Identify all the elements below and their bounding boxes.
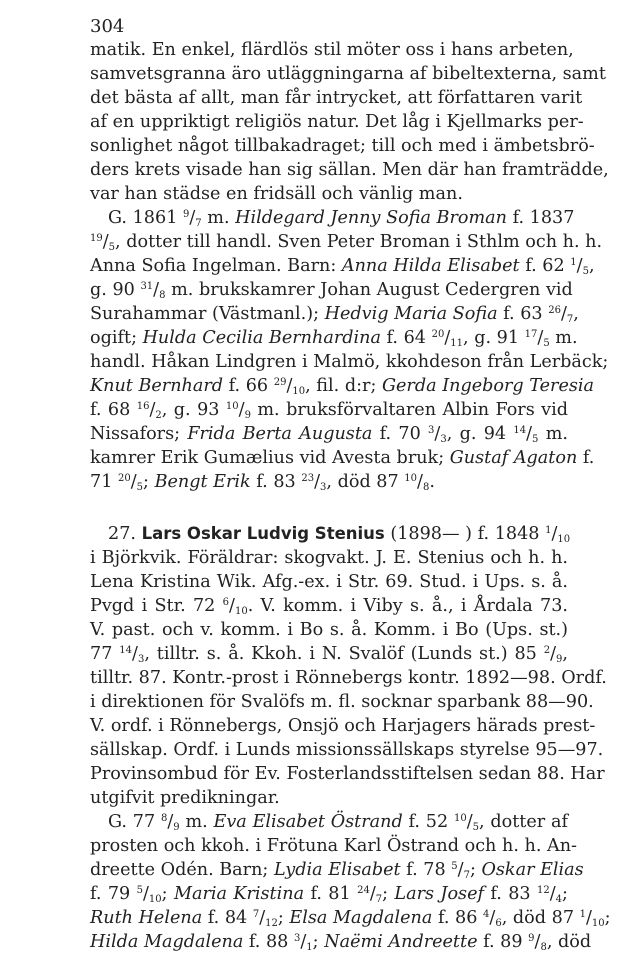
text-line: utgifvit predikningar. <box>90 788 280 808</box>
text-line: ogift; Hulda Cecilia Bernhardina f. 64 $^{20}/_{11}$, g. 91 $^{17}/_5$ m. <box>90 328 578 349</box>
text-line: kamrer Erik Gumælius vid Avesta bruk; Gustaf Agaton f. <box>90 448 595 468</box>
text-line: sonlighet något tillbakadraget; till och med i ämbetsbrö- <box>90 136 595 156</box>
text-line: 27. Lars Oskar Ludvig Stenius (1898— ) f. 1848 $^1/_{10}$ <box>108 524 571 545</box>
text-line: Anna Sofia Ingelman. Barn: Anna Hilda Elisabet f. 62 $^1/_5$, <box>90 256 595 277</box>
text-line: af en uppriktigt religiös natur. Det låg i Kjellmarks per- <box>90 112 584 132</box>
text-line: prosten och kkoh. i Frötuna Karl Östrand och h. h. An- <box>90 836 577 856</box>
text-line: $^{19}/_5$, dotter till handl. Sven Peter Broman i Sthlm och h. h. <box>90 232 603 253</box>
text-line: Provinsombud för Ev. Fosterlandsstiftelsen sedan 88. Har <box>90 764 605 784</box>
text-line: ders krets visade han sig sällan. Men där han framträdde, <box>90 160 609 180</box>
text-line: 77 $^{14}/_3$, tilltr. s. å. Kkoh. i N. Svalöf (Lunds st.) 85 $^2/_9$, <box>90 644 568 665</box>
text-line: Lena Kristina Wik. Afg.-ex. i Str. 69. Stud. i Ups. s. å. <box>90 572 568 592</box>
text-line: handl. Håkan Lindgren i Malmö, kkohdeson från Lerbäck; <box>90 352 609 372</box>
text-line: V. past. och v. komm. i Bo s. å. Komm. i Bo (Ups. st.) <box>90 620 568 640</box>
text-line: sällskap. Ordf. i Lunds missionssällskaps styrelse 95—97. <box>90 740 604 760</box>
text-line: Knut Bernhard f. 66 $^{29}/_{10}$, fil. d:r; Gerda Ingeborg Teresia <box>90 376 595 397</box>
text-line: i Björkvik. Föräldrar: skogvakt. J. E. Stenius och h. h. <box>90 548 568 568</box>
text-line: dreette Odén. Barn; Lydia Elisabet f. 78 $^5/_7$; Oskar Elias <box>90 860 584 881</box>
text-line: i direktionen för Svalöfs m. fl. socknar sparbank 88—90. <box>90 692 594 712</box>
text-line: f. 68 $^{16}/_2$, g. 93 $^{10}/_9$ m. bruksförvaltaren Albin Fors vid <box>90 400 568 421</box>
text-line: samvetsgranna äro utläggningarna af bibeltexterna, samt <box>90 64 606 84</box>
text-line: det bästa af allt, man får intrycket, att författaren varit <box>90 88 583 108</box>
text-line: G. 77 $^8/_9$ m. Eva Elisabet Östrand f. 52 $^{10}/_5$, dotter af <box>108 812 568 833</box>
text-line: f. 79 $^5/_{10}$; Maria Kristina f. 81 $^{24}/_7$; Lars Josef f. 83 $^{12}/_4$; <box>90 884 568 905</box>
text-line: Pvgd i Str. 72 $^6/_{10}$. V. komm. i Viby s. å., i Årdala 73. <box>90 596 568 617</box>
text-line: tilltr. 87. Kontr.-prost i Rönnebergs kontr. 1892—98. Ordf. <box>90 668 607 688</box>
text-line: Surahammar (Västmanl.); Hedvig Maria Sofia f. 63 $^{26}/_7$, <box>90 304 579 325</box>
text-line: G. 1861 $^9/_7$ m. Hildegard Jenny Sofia Broman f. 1837 <box>108 208 575 229</box>
text-line: var han städse en fridsäll och vänlig man. <box>90 184 463 204</box>
text-line: Nissafors; Frida Berta Augusta f. 70 $^3/_3$, g. 94 $^{14}/_5$ m. <box>90 424 568 445</box>
text-line: matik. En enkel, flärdlös stil möter oss i hans arbeten, <box>90 40 574 60</box>
text-line: Ruth Helena f. 84 $^7/_{12}$; Elsa Magdalena f. 86 $^4/_6$, död 87 $^1/_{10}$; <box>90 908 611 929</box>
text-line: g. 90 $^{31}/_8$ m. brukskamrer Johan August Cedergren vid <box>90 280 573 301</box>
text-line: Hilda Magdalena f. 88 $^3/_1$; Naëmi Andreette f. 89 $^9/_8$, död <box>90 932 592 953</box>
text-line: V. ordf. i Rönnebergs, Onsjö och Harjagers härads prest- <box>90 716 596 736</box>
text-line: 71 $^{20}/_5$; Bengt Erik f. 83 $^{23}/_3$, död 87 $^{10}/_8$. <box>90 472 435 493</box>
page-number: 304 <box>90 16 125 37</box>
